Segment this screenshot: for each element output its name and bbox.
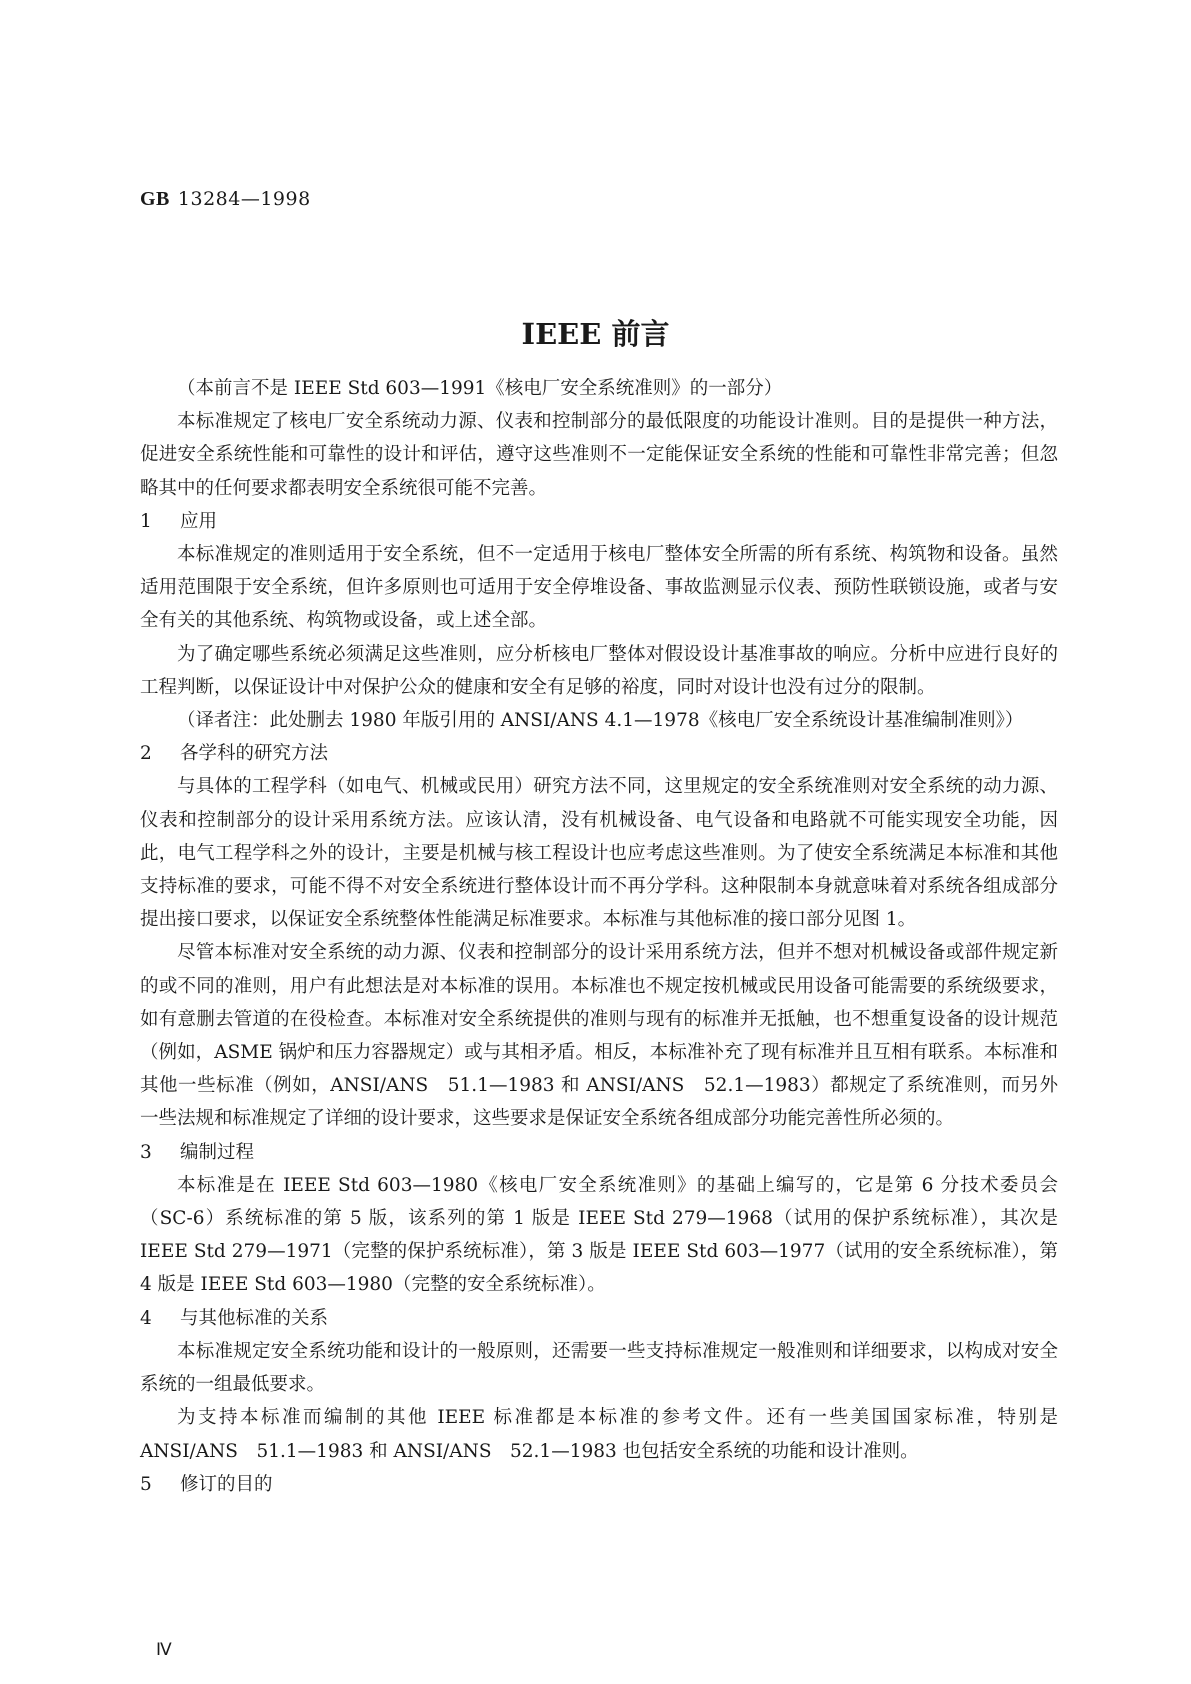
- section-number: 1: [140, 510, 152, 532]
- body-paragraph: 尽管本标准对安全系统的动力源、仪表和控制部分的设计采用系统方法，但并不想对机械设备或部件规定新的或不同的准则，用户有此想法是对本标准的误用。本标准也不规定按机械或民用设备可能需要的系统级要求，如有意删去管道的在役检查。本标准对安全系统提供的准则与现有的标准并无抵触，也不想重复设备的设计规范（例如，ASME 锅炉和压力容器规定）或与其相矛盾。相反，本标准补充了现有标准并且互相有联系。本标准和其他一些标准（例如，ANSI/ANS 51.1—1983 和 ANSI/ANS 52.1—1983）都规定了系统准则，而另外一些法规和标准规定了详细的设计要求，这些要求是保证安全系统各组成部分功能完善性所必须的。: [140, 942, 1058, 1130]
- document-body: [140, 372, 1058, 1501]
- note-paragraph: （本前言不是 IEEE Std 603—1991《核电厂安全系统准则》的一部分）: [177, 378, 783, 399]
- body-paragraph: 本标准规定安全系统功能和设计的一般原则，还需要一些支持标准规定一般准则和详细要求，以构成对安全系统的一组最低要求。: [140, 1340, 1058, 1396]
- body-paragraph: 本标准规定了核电厂安全系统动力源、仪表和控制部分的最低限度的功能设计准则。目的是提供一种方法，促进安全系统性能和可靠性的设计和评估，遵守这些准则不一定能保证安全系统的性能和可靠性非常完善；但忽略其中的任何要求都表明安全系统很可能不完善。: [140, 411, 1058, 499]
- body-paragraph: 为支持本标准而编制的其他 IEEE 标准都是本标准的参考文件。还有一些美国国家标准，特别是 ANSI/ANS 51.1—1983 和 ANSI/ANS 52.1—1983 也包括安全系统的功能和设计准则。: [140, 1407, 1058, 1462]
- section-heading: [140, 1302, 1058, 1335]
- section-number: 4: [140, 1307, 152, 1329]
- section-number: 2: [140, 743, 152, 765]
- section-number: 5: [140, 1473, 152, 1495]
- section-title: 修订的目的: [180, 1473, 273, 1495]
- page-number: Ⅳ: [156, 1640, 172, 1659]
- standard-number: 13284—1998: [177, 188, 311, 210]
- section-heading: [140, 1136, 1058, 1169]
- standard-header: [140, 188, 311, 211]
- body-paragraph: 为了确定哪些系统必须满足这些准则，应分析核电厂整体对假设设计基准事故的响应。分析中应进行良好的工程判断，以保证设计中对保护公众的健康和安全有足够的裕度，同时对设计也没有过分的限制。: [140, 643, 1058, 698]
- standard-code: GB: [140, 188, 170, 210]
- section-title: 编制过程: [180, 1141, 255, 1163]
- section-heading: [140, 1468, 1058, 1501]
- body-paragraph: 本标准是在 IEEE Std 603—1980《核电厂安全系统准则》的基础上编写的，它是第 6 分技术委员会（SC-6）系统标准的第 5 版，该系列的第 1 版是 IEEE Std 279—1968（试用的保护系统标准），其次是 IEEE Std 279—1971（完整的保护系统标准），第 3 版是 IEEE Std 603—1977（试用的安全系统标准），第 4 版是 IEEE Std 603—1980（完整的安全系统标准）。: [140, 1174, 1058, 1296]
- body-paragraph: 本标准规定的准则适用于安全系统，但不一定适用于核电厂整体安全所需的所有系统、构筑物和设备。虽然适用范围限于安全系统，但许多原则也可适用于安全停堆设备、事故监测显示仪表、预防性联锁设施，或者与安全有关的其他系统、构筑物或设备，或上述全部。: [140, 544, 1058, 632]
- section-title: 应用: [180, 510, 218, 532]
- section-heading: [140, 737, 1058, 770]
- section-heading: [140, 505, 1058, 538]
- section-title: 各学科的研究方法: [180, 743, 329, 765]
- section-title: 与其他标准的关系: [180, 1307, 329, 1329]
- body-paragraph: 与具体的工程学科（如电气、机械或民用）研究方法不同，这里规定的安全系统准则对安全系统的动力源、仪表和控制部分的设计采用系统方法。应该认清，没有机械设备、电气设备和电路就不可能实现安全功能，因此，电气工程学科之外的设计，主要是机械与核工程设计也应考虑这些准则。为了使安全系统满足本标准和其他支持标准的要求，可能不得不对安全系统进行整体设计而不再分学科。这种限制本身就意味着对系统各组成部分提出接口要求，以保证安全系统整体性能满足标准要求。本标准与其他标准的接口部分见图 1。: [140, 776, 1058, 931]
- page-title: IEEE 前言: [521, 317, 670, 351]
- note-paragraph: （译者注：此处删去 1980 年版引用的 ANSI/ANS 4.1—1978《核电厂安全系统设计基准编制准则》）: [177, 710, 1024, 732]
- section-number: 3: [140, 1141, 152, 1163]
